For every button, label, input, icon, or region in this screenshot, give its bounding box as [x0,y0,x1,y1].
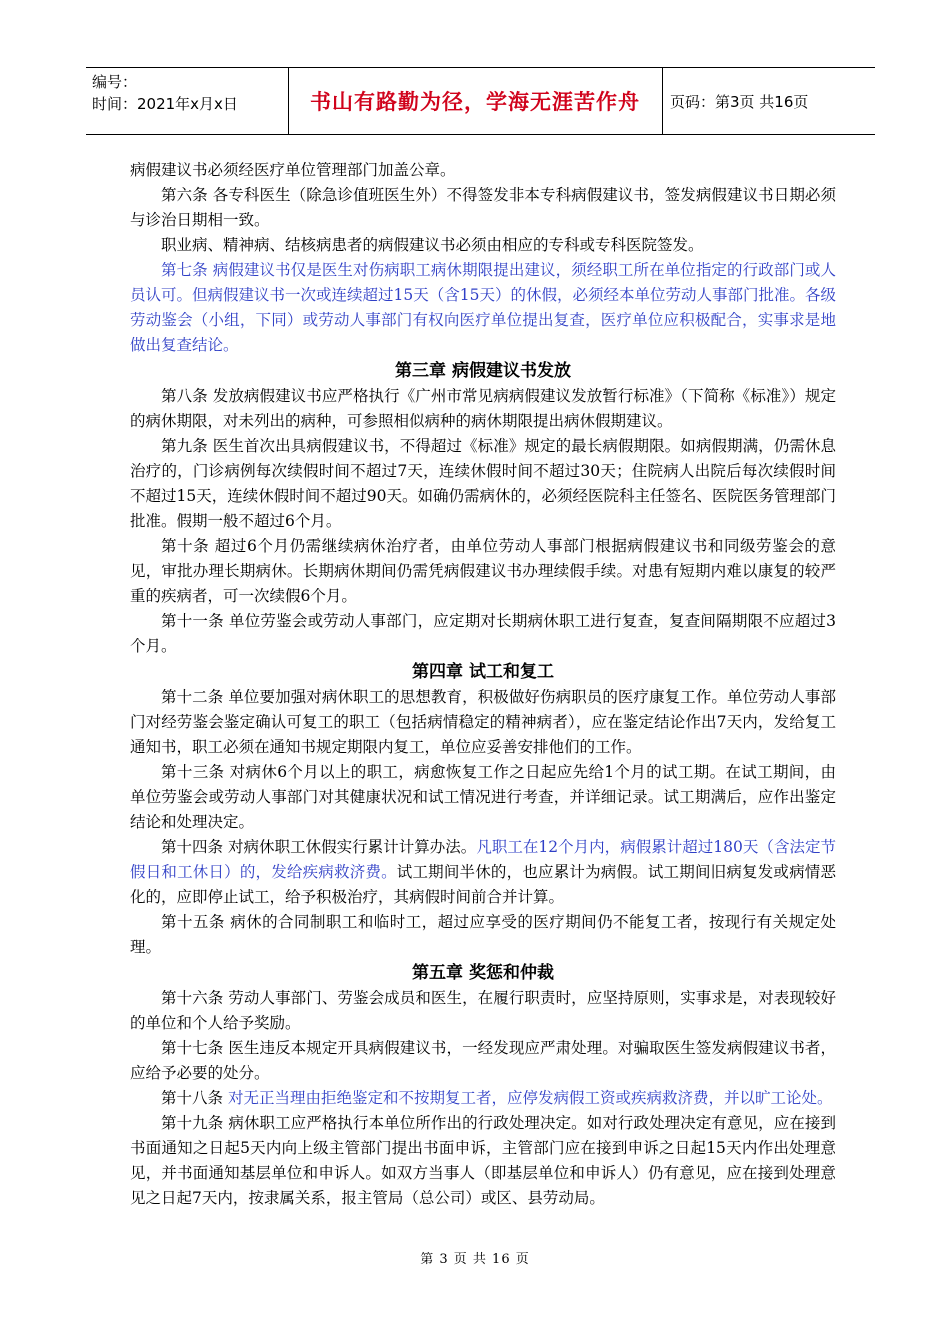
article-18 [130,1086,836,1111]
paragraph: 职业病、精神病、结核病患者的病假建议书必须由相应的专科或专科医院签发。 [161,236,704,254]
article-8: 第八条 发放病假建议书应严格执行《广州市常见病病假建议发放暂行标准》（下简称《标准》）规定的病休期限，对未列出的病种，可参照相似病种的病休期限提出病休假期建议。 [130,387,836,430]
header-meta [92,71,288,115]
article-18-label: 第十八条 [161,1089,228,1107]
article-17: 第十七条 医生违反本规定开具病假建议书，一经发现应严肃处理。对骗取医生签发病假建议书者，应给予必要的处分。 [130,1039,836,1082]
document-number-label: 编号： [92,73,138,91]
page-footer: 第 3 页 共 16 页 [420,1252,530,1267]
paragraph: 病假建议书必须经医疗单位管理部门加盖公章。 [130,161,456,179]
article-16: 第十六条 劳动人事部门、劳鉴会成员和医生，在履行职责时，应坚持原则，实事求是，对表现较好的单位和个人给予奖励。 [130,989,836,1032]
document-body [130,158,836,1211]
article-14-highlight: 凡职工在12个月内，病假累计超过180天（含法定节假日和工休日）的，发给疾病救济费。 [130,838,836,881]
article-6: 第六条 各专科医生（除急诊值班医生外）不得签发非本专科病假建议书，签发病假建议书日期必须与诊治日期相一致。 [130,186,836,229]
chapter-heading: 第五章 奖惩和仲裁 [412,963,554,983]
article-19: 第十九条 病休职工应严格执行本单位所作出的行政处理决定。如对行政处理决定有意见，应在接到书面通知之日起5天内向上级主管部门提出书面申诉，主管部门应在接到申诉之日起15天内作出处理意见，并书面通知基层单位和申诉人。如双方当事人（即基层单位和申诉人）仍有意见，应在接到处理意见之日起7天内，按隶属关系，报主管局（总公司）或区、县劳动局。 [130,1114,836,1207]
article-14-text: 第十四条 对病休职工休假实行累计计算办法。 [161,838,477,856]
article-14-text: 试工期间半休的，也应累计为病假。试工期间旧病复发或病情恶化的，应即停止试工，给予积极治疗，其病假时间前合并计算。 [130,863,836,906]
article-14 [130,835,836,910]
article-9: 第九条 医生首次出具病假建议书，不得超过《标准》规定的最长病假期限。如病假期满，仍需休息治疗的，门诊病例每次续假时间不超过7天，连续休假时间不超过30天；住院病人出院后每次续假时间不超过15天，连续休假时间不超过90天。如确仍需病休的，必须经医院科主任签名、医院医务管理部门批准。假期一般不超过6个月。 [130,437,836,530]
header-motto: 书山有路勤为径，学海无涯苦作舟 [310,90,640,114]
article-7: 第七条 病假建议书仅是医生对伤病职工病休期限提出建议，须经职工所在单位指定的行政部门或人员认可。但病假建议书一次或连续超过15天（含15天）的休假，必须经本单位劳动人事部门批准。各级劳动鉴会（小组，下同）或劳动人事部门有权向医疗单位提出复查，医疗单位应积极配合，实事求是地做出复查结论。 [130,261,836,354]
page-header [86,67,875,135]
header-divider [662,68,663,134]
article-10: 第十条 超过6个月仍需继续病休治疗者，由单位劳动人事部门根据病假建议书和同级劳鉴会的意见，审批办理长期病休。长期病休期间仍需凭病假建议书办理续假手续。对患有短期内难以康复的较严重的疾病者，可一次续假6个月。 [130,537,836,605]
header-page-info: 页码：第3页 共16页 [670,92,809,111]
article-11: 第十一条 单位劳鉴会或劳动人事部门，应定期对长期病休职工进行复查，复查间隔期限不应超过3个月。 [130,612,836,655]
article-13: 第十三条 对病休6个月以上的职工，病愈恢复工作之日起应先给1个月的试工期。在试工期间，由单位劳鉴会或劳动人事部门对其健康状况和试工情况进行考查，并详细记录。试工期满后，应作出鉴定结论和处理决定。 [130,763,836,831]
article-12: 第十二条 单位要加强对病休职工的思想教育，积极做好伤病职员的医疗康复工作。单位劳动人事部门对经劳鉴会鉴定确认可复工的职工（包括病情稳定的精神病者），应在鉴定结论作出7天内，发给复工通知书，职工必须在通知书规定期限内复工，单位应妥善安排他们的工作。 [130,688,836,756]
article-18-highlight: 对无正当理由拒绝鉴定和不按期复工者，应停发病假工资或疾病救济费，并以旷工论处。 [227,1089,833,1107]
document-time-label: 时间：2021年x月x日 [92,95,238,113]
chapter-heading: 第三章 病假建议书发放 [395,361,571,381]
chapter-heading: 第四章 试工和复工 [412,662,554,682]
article-15: 第十五条 病休的合同制职工和临时工，超过应享受的医疗期间仍不能复工者，按现行有关规定处理。 [130,913,836,956]
